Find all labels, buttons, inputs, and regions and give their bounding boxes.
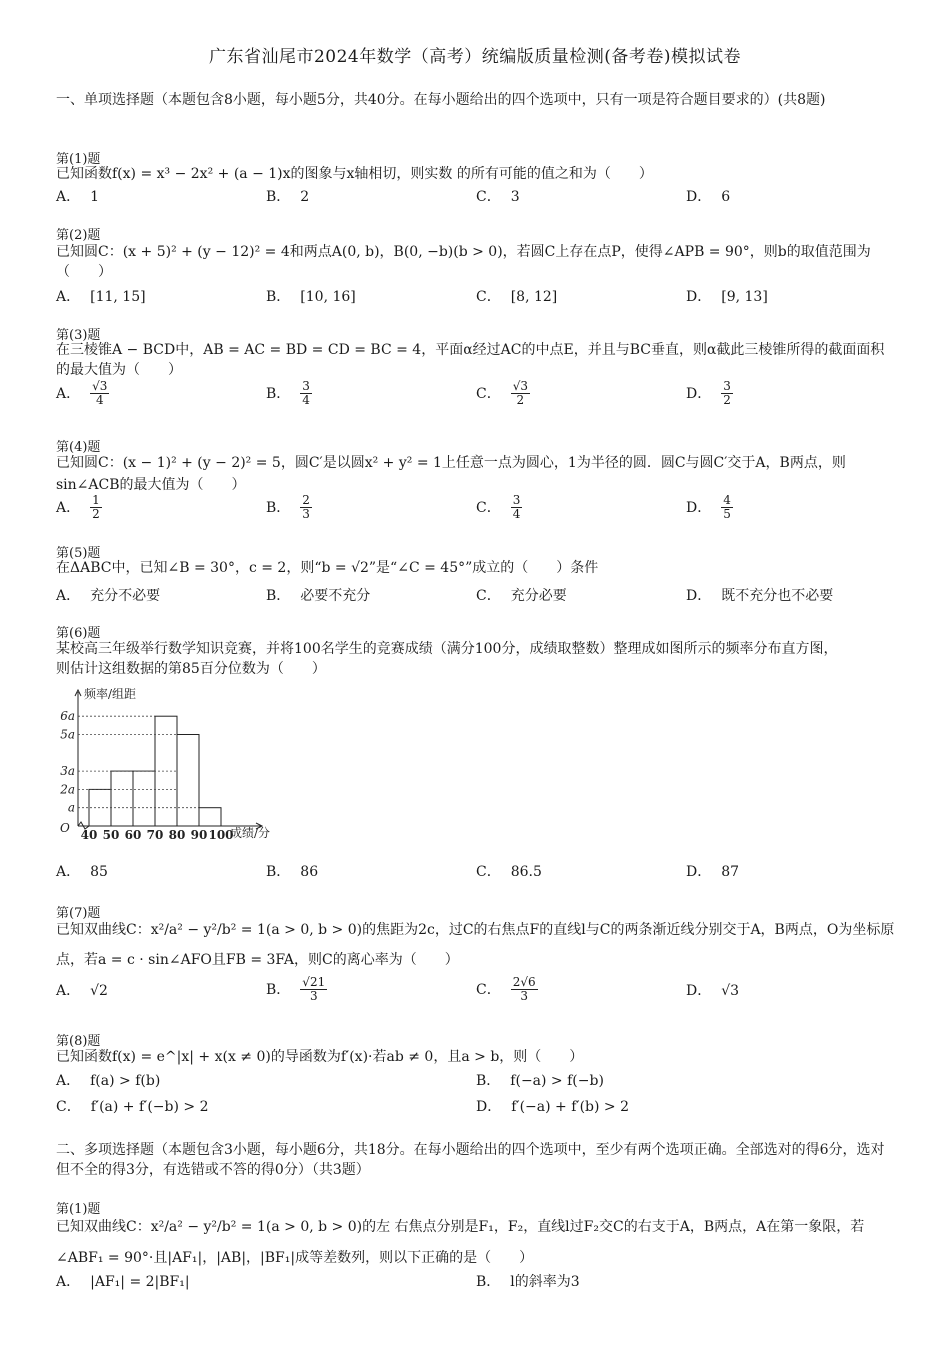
option-label: A．	[56, 1073, 81, 1089]
frequency-histogram	[50, 684, 290, 850]
option-d[interactable]	[686, 861, 739, 881]
option-c[interactable]	[476, 494, 522, 521]
option-row	[56, 1096, 896, 1120]
fraction	[90, 494, 102, 521]
question-number: 第(8)题	[56, 1034, 101, 1049]
option-text: 2	[300, 189, 310, 205]
numerator: 2√6	[512, 975, 536, 989]
histogram-bar	[111, 771, 133, 826]
option-a[interactable]	[56, 585, 160, 605]
fraction	[300, 976, 327, 1003]
option-c[interactable]	[56, 1096, 209, 1116]
option-d[interactable]	[476, 1096, 629, 1116]
denominator: 3	[520, 989, 528, 1003]
option-label: D．	[686, 864, 712, 880]
option-text: [10, 16]	[300, 289, 356, 305]
section-2-heading: 二、多项选择题（本题包含3小题，每小题6分，共18分。在每小题给出的四个选项中，至少有两个选项正确。全部选对的得6分，选对但不全的得3分，有选错或不答的得0分）（共3题）	[56, 1142, 885, 1178]
option-label: B．	[266, 189, 291, 205]
option-c[interactable]	[476, 585, 567, 605]
option-text: 85	[90, 864, 108, 880]
fraction	[511, 976, 538, 1003]
numerator: √21	[302, 975, 326, 989]
denominator: 5	[723, 507, 731, 521]
option-text: l的斜率为3	[510, 1274, 580, 1290]
option-d[interactable]	[686, 186, 730, 206]
y-tick-label: 6a	[60, 709, 75, 724]
origin-label: O	[60, 821, 70, 835]
option-a[interactable]	[56, 1070, 160, 1090]
option-row	[56, 976, 896, 1016]
option-label: A．	[56, 983, 81, 999]
option-label: B．	[266, 499, 291, 516]
option-row	[56, 286, 896, 310]
question-number: 第(4)题	[56, 440, 101, 455]
option-text: 6	[721, 189, 731, 205]
option-b[interactable]	[266, 186, 309, 206]
numerator: 3	[723, 379, 731, 393]
option-label: C．	[476, 189, 501, 205]
histogram-bar	[177, 735, 199, 827]
option-label: C．	[56, 1099, 81, 1115]
numerator: 4	[723, 493, 731, 507]
option-c[interactable]	[476, 286, 557, 306]
option-b[interactable]	[266, 286, 356, 306]
option-label: B．	[476, 1274, 501, 1290]
option-text: 既不充分也不必要	[721, 588, 834, 604]
option-label: D．	[686, 289, 712, 305]
option-label: A．	[56, 189, 81, 205]
option-label: A．	[56, 1274, 81, 1290]
option-d[interactable]	[686, 380, 733, 407]
option-text: 3	[510, 189, 520, 205]
option-label: B．	[266, 981, 291, 998]
option-text: 87	[721, 864, 740, 880]
option-a[interactable]	[56, 286, 146, 306]
question-stem-line2: sin∠ACB的最大值为（ ）	[56, 477, 246, 493]
question-number: 第(2)题	[56, 228, 101, 243]
numerator: 1	[92, 493, 100, 507]
option-label: B．	[476, 1073, 501, 1089]
fraction	[300, 494, 312, 521]
y-tick-label: 5a	[60, 727, 75, 742]
x-tick-label: 60	[124, 828, 142, 842]
fraction	[721, 494, 733, 521]
denominator: 4	[302, 393, 310, 407]
option-label: D．	[686, 385, 712, 402]
option-label: B．	[266, 864, 291, 880]
y-tick-label: 2a	[60, 782, 75, 797]
question-stem: 已知圆C：(x + 5)² + (y − 12)² = 4和两点A(0, b)，B(0, −b)(b > 0)，若圆C上存在点P，使得∠APB = 90°，则b的取值范围为（ ）	[56, 244, 871, 280]
y-axis-label: 频率/组距	[84, 687, 137, 701]
option-label: D．	[476, 1099, 502, 1115]
option-label: D．	[686, 189, 712, 205]
x-tick-label: 50	[102, 828, 120, 842]
numerator: √3	[92, 379, 108, 393]
x-tick-label: 40	[80, 828, 98, 842]
option-a[interactable]	[56, 861, 108, 881]
option-d[interactable]	[686, 585, 833, 605]
option-text: 充分不必要	[90, 588, 161, 604]
question-number: 第(5)题	[56, 546, 101, 561]
x-tick-label: 70	[146, 828, 164, 842]
option-text: 必要不充分	[300, 588, 371, 604]
denominator: 2	[92, 507, 100, 521]
question-stem-line1: 已知双曲线C：x²/a² − y²/b² = 1(a > 0, b > 0)的焦距为2c，过C的右焦点F的直线l与C的两条渐近线分别交于A，B两点，O为坐标原	[56, 922, 895, 938]
fraction	[721, 380, 733, 407]
option-label: B．	[266, 588, 291, 604]
option-text: f(a) > f(b)	[90, 1073, 161, 1089]
denominator: 3	[309, 989, 318, 1003]
question-number: 第(1)题	[56, 1202, 101, 1217]
option-row	[56, 1271, 896, 1295]
option-b[interactable]	[476, 1070, 604, 1090]
histogram-svg	[50, 684, 290, 850]
denominator: 4	[95, 393, 104, 407]
option-label: C．	[476, 864, 501, 880]
option-row	[56, 585, 896, 609]
option-row	[56, 1070, 896, 1094]
option-label: C．	[476, 289, 501, 305]
x-tick-label: 100	[208, 828, 234, 842]
x-tick-label: 90	[190, 828, 208, 842]
numerator: 3	[512, 493, 521, 507]
section-1-heading: 一、单项选择题（本题包含8小题，每小题5分，共40分。在每小题给出的四个选项中，只有一项是符合题目要求的）(共8题)	[56, 92, 826, 108]
question-stem-line1: 已知圆C：(x − 1)² + (y − 2)² = 5，圆C′是以圆x² + y² = 1上任意一点为圆心，1为半径的圆．圆C与圆C′交于A，B两点，则	[56, 455, 846, 471]
x-axis-label: 成绩/分	[230, 826, 271, 840]
option-label: A．	[56, 588, 81, 604]
option-a[interactable]	[56, 1271, 190, 1291]
question-stem: 在ΔABC中，已知∠B = 30°，c = 2，则“b = √2”是“∠C = 45°”成立的（ ）条件	[56, 560, 599, 576]
y-tick-label: a	[67, 800, 75, 815]
x-tick-label: 80	[168, 828, 186, 842]
option-b[interactable]	[266, 861, 318, 881]
question-stem: 已知函数f(x) = x³ − 2x² + (a − 1)x的图象与x轴相切，则实数 的所有可能的值之和为（ ）	[56, 166, 653, 182]
option-c[interactable]	[476, 976, 538, 1003]
numerator: √3	[512, 379, 528, 393]
question-stem-line1: 已知双曲线C：x²/a² − y²/b² = 1(a > 0, b > 0)的左 右焦点分别是F₁，F₂，直线l过F₂交C的右支于A，B两点，A在第一象限，若	[56, 1219, 865, 1235]
fraction	[300, 380, 312, 407]
question-number: 第(1)题	[56, 152, 101, 167]
option-text: |AF₁| = 2|BF₁|	[90, 1274, 190, 1290]
question-stem: 已知函数f(x) = e^|x| + x(x ≠ 0)的导函数为f′(x)·若ab ≠ 0，且a > b，则（ ）	[56, 1049, 584, 1065]
option-label: A．	[56, 385, 81, 402]
numerator: 2	[302, 493, 310, 507]
option-a[interactable]	[56, 980, 108, 1000]
option-label: C．	[476, 499, 501, 516]
option-a[interactable]	[56, 380, 109, 407]
option-text: f′(−a) + f′(b) > 2	[511, 1099, 630, 1115]
option-label: D．	[686, 588, 712, 604]
option-text: f′(a) + f′(−b) > 2	[90, 1099, 209, 1115]
denominator: 2	[723, 393, 731, 407]
option-d[interactable]	[686, 494, 733, 521]
option-row	[56, 380, 896, 420]
question-number: 第(6)题	[56, 626, 101, 641]
question-number: 第(3)题	[56, 328, 101, 343]
numerator: 3	[302, 379, 310, 393]
fraction	[511, 380, 530, 407]
option-a[interactable]	[56, 186, 99, 206]
option-label: B．	[266, 289, 291, 305]
option-c[interactable]	[476, 861, 542, 881]
option-row	[56, 186, 896, 210]
option-text: [9, 13]	[721, 289, 768, 305]
question-stem-line2: ∠ABF₁ = 90°·且|AF₁|，|AB|，|BF₁|成等差数列，则以下正确的是（ ）	[56, 1250, 534, 1266]
option-label: C．	[476, 981, 501, 998]
option-label: A．	[56, 289, 81, 305]
denominator: 3	[302, 507, 310, 521]
denominator: 2	[516, 393, 525, 407]
option-label: C．	[476, 385, 501, 402]
option-text: f(−a) > f(−b)	[510, 1073, 604, 1089]
y-tick-label: 3a	[60, 764, 75, 779]
option-text: [11, 15]	[90, 289, 146, 305]
histogram-bar	[133, 771, 155, 826]
histogram-bar	[199, 808, 221, 826]
question-stem-line2: 的最大值为（ ）	[56, 362, 182, 378]
question-stem-line2: 则估计这组数据的第85百分位数为（ ）	[56, 661, 326, 677]
option-b[interactable]	[266, 585, 370, 605]
option-label: C．	[476, 588, 501, 604]
option-text: 86.5	[510, 864, 542, 880]
option-text: 充分必要	[510, 588, 567, 604]
option-label: A．	[56, 864, 81, 880]
option-text: √3	[721, 983, 740, 999]
option-b[interactable]	[266, 494, 312, 521]
option-b[interactable]	[266, 976, 327, 1003]
option-text: 1	[90, 189, 100, 205]
question-stem-line1: 某校高三年级举行数学知识竞赛，并将100名学生的竞赛成绩（满分100分，成绩取整数）整理成如图所示的频率分布直方图，	[56, 641, 838, 657]
option-b[interactable]	[266, 380, 312, 407]
fraction	[90, 380, 109, 407]
option-row	[56, 861, 896, 885]
option-label: D．	[686, 499, 712, 516]
option-label: A．	[56, 499, 81, 516]
option-text: [8, 12]	[510, 289, 558, 305]
fraction	[511, 494, 523, 521]
question-stem-line1: 在三棱锥A − BCD中，AB = AC = BD = CD = BC = 4，平面α经过AC的中点E，并且与BC垂直，则α截此三棱锥所得的截面面积	[56, 342, 885, 358]
option-label: D．	[686, 983, 712, 999]
option-text: 86	[300, 864, 319, 880]
option-text: √2	[90, 983, 108, 999]
option-label: B．	[266, 385, 291, 402]
option-d[interactable]	[686, 980, 739, 1000]
option-b[interactable]	[476, 1271, 580, 1291]
option-c[interactable]	[476, 186, 520, 206]
question-number: 第(7)题	[56, 906, 101, 921]
option-d[interactable]	[686, 286, 768, 306]
question-stem-line2: 点，若a = c · sin∠AFO且FB = 3FA，则C的离心率为（ ）	[56, 952, 459, 968]
option-a[interactable]	[56, 494, 102, 521]
page-title: 广东省汕尾市2024年数学（高考）统编版质量检测(备考卷)模拟试卷	[208, 47, 742, 67]
option-c[interactable]	[476, 380, 530, 407]
option-row	[56, 494, 896, 530]
denominator: 4	[512, 507, 521, 521]
